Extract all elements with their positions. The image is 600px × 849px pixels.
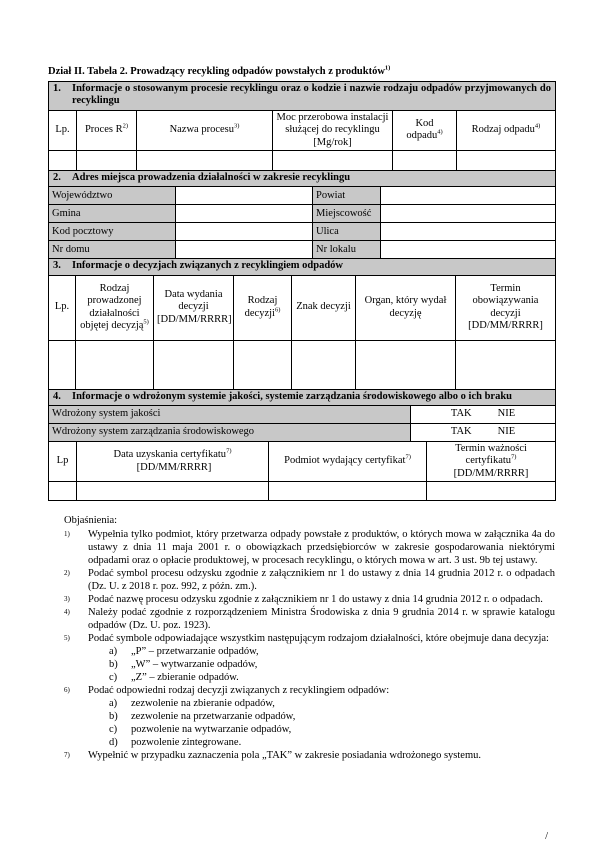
section2-heading: Adres miejsca prowadzenia działalności w zakresie recyklingu	[72, 171, 351, 183]
footnote-ref: 5)	[143, 318, 149, 326]
section1-heading: Informacje o stosowanym procesie recyklingu oraz o kodzie i nazwie rodzaju odpadów przyjmowanych do recyklingu	[72, 83, 551, 107]
input-cell-rodzaj-decyzji[interactable]	[234, 340, 292, 389]
input-cell-nr-lokalu[interactable]	[381, 241, 556, 259]
system-srodowiskowy-options-flex	[414, 426, 552, 438]
footnote-4	[64, 606, 555, 632]
input-cell-data-uzyskania[interactable]	[77, 482, 269, 501]
footnote-1-text: Wypełnia tylko podmiot, który przetwarza odpady powstałe z produktów, o których mowa w załącznika 4a do ustawy z dnia 11 maja 2001 r. o obowiązkach przedsiębiorców w zakresie gospodarowania niektórymi odpadami oraz o opłacie produktowej, w procesach recyklingu, o których mowa w art. 3 ust. 9b tej ustawy.	[88, 529, 555, 567]
tak-option-srodowiskowy[interactable]: TAK	[450, 426, 472, 438]
col-header-termin-waznosci-format: [DD/MM/RRRR]	[453, 467, 529, 479]
input-cell-kod-pocztowy[interactable]	[176, 223, 313, 241]
input-cell-ulica[interactable]	[381, 223, 556, 241]
section2-number: 2.	[53, 171, 61, 183]
footnote-2-text: Podać symbol procesu odzysku zgodnie z załącznikiem nr 1 do ustawy z dnia 14 grudnia 2012 r. o odpadach (Dz. U. z 2018 r. poz. 992, z późn. zm.).	[88, 568, 555, 593]
footnote-6-sub-b	[88, 710, 555, 723]
footnote-5-sub-a-text: „P” – przetwarzanie odpadów,	[131, 646, 259, 658]
footnote-7-text: Wypełnić w przypadku zaznaczenia pola „TAK” w zakresie posiadania wdrożonego systemu.	[88, 750, 481, 762]
footnote-5-sub-c-text: „Z” – zbieranie odpadów.	[131, 672, 239, 684]
footnote-ref: 7)	[226, 447, 232, 455]
field-label-nr-lokalu: Nr lokalu	[313, 241, 381, 259]
footnote-2-marker: 2)	[64, 569, 70, 578]
footnote-ref: 7)	[405, 453, 411, 461]
section4-header-flex	[53, 391, 551, 403]
footnote-3-marker: 3)	[64, 595, 70, 604]
footnote-6-sub-a	[88, 697, 555, 710]
footnote-6-sub-a-letter: a)	[109, 698, 118, 710]
footnote-6-sub-c-text: pozwolenie na wytwarzanie odpadów,	[131, 724, 292, 736]
section2-header-flex	[53, 172, 551, 184]
section4-number: 4.	[53, 390, 61, 402]
col-header-rodzaj-odpadu	[457, 110, 556, 150]
footnote-5-text: Podać symbole odpowiadające wszystkim następującym rodzajom działalności, które obejmuje dana decyzja:	[88, 633, 549, 645]
footnotes-heading: Objaśnienia:	[64, 515, 118, 527]
col-header-termin-waznosci-line1	[430, 443, 552, 468]
section3-number: 3.	[53, 260, 61, 272]
col-header-lp-decyzje: Lp.	[49, 275, 76, 340]
col-header-kod-odpadu-label: Kod odpadu	[406, 117, 438, 142]
input-cell-proces-r[interactable]	[77, 150, 137, 170]
field-label-powiat: Powiat	[313, 187, 381, 205]
col-header-rodzaj-decyzji-label: Rodzaj decyzji	[244, 295, 278, 319]
footnote-6-sub-a-text: zezwolenie na zbieranie odpadów,	[131, 698, 275, 710]
footnote-4-marker: 4)	[64, 608, 70, 617]
footnote-3	[64, 593, 555, 606]
footnote-6-sub-d-letter: d)	[109, 737, 118, 749]
certificate-table	[48, 441, 556, 501]
section4-heading: Informacje o wdrożonym systemie jakości, systemie zarządzania środowiskowego albo o ich braku	[72, 390, 513, 402]
col-header-nazwa-procesu-label: Nazwa procesu	[169, 124, 234, 136]
footnote-7-marker: 7)	[64, 751, 70, 760]
col-header-termin-waznosci-label: Termin ważności certyfikatu	[455, 443, 527, 467]
page-number: /	[545, 831, 548, 842]
input-cell-miejscowosc[interactable]	[381, 205, 556, 223]
nie-option-jakosc[interactable]: NIE	[497, 408, 516, 420]
footnote-5-sub-c-letter: c)	[109, 672, 118, 684]
section3-header-flex	[53, 260, 551, 272]
col-header-podmiot-wydajacy	[269, 442, 427, 482]
tak-option-jakosc[interactable]: TAK	[450, 408, 472, 420]
footnote-6-sub-c	[88, 723, 555, 736]
system-jakosci-options-flex	[414, 408, 552, 420]
section2-table	[48, 170, 556, 259]
col-header-moc-line1: Moc przerobowa instalacji	[276, 111, 389, 123]
col-header-moc-line2: służącej do recyklingu [Mg/rok]	[285, 124, 380, 148]
col-header-data-uzyskania	[77, 442, 269, 482]
footnote-5-sub-c	[88, 671, 555, 684]
section3-header	[49, 259, 556, 275]
footnotes-section	[48, 514, 555, 762]
footnote-6-text: Podać odpowiedni rodzaj decyzji związanych z recyklingiem odpadów:	[88, 685, 390, 697]
col-header-termin-waznosci	[427, 442, 556, 482]
col-header-termin-obowiazywania	[456, 275, 556, 340]
col-header-rodzaj-odpadu-label: Rodzaj odpadu	[471, 124, 535, 136]
input-cell-rodzaj-dzialalnosci[interactable]	[76, 340, 154, 389]
field-label-gmina: Gmina	[49, 205, 176, 223]
document-title	[48, 66, 555, 77]
footnote-6-sub-c-letter: c)	[109, 724, 118, 736]
col-header-lp-certyfikat: Lp	[49, 442, 77, 482]
footnote-ref: 4)	[534, 122, 541, 130]
col-header-kod-odpadu	[393, 110, 457, 150]
input-cell-rodzaj-odpadu[interactable]	[457, 150, 556, 170]
footnote-ref: 3)	[234, 122, 240, 130]
col-header-rodzaj-decyzji	[234, 275, 292, 340]
footnote-7	[64, 749, 555, 762]
field-label-nr-domu: Nr domu	[49, 241, 176, 259]
footnote-3-text: Podać nazwę procesu odzysku zgodnie z załącznikiem nr 1 do ustawy z dnia 14 grudnia 2012 r. o odpadach.	[88, 594, 543, 606]
col-header-proces-r	[77, 110, 137, 150]
section3-table	[48, 258, 556, 389]
footnote-6-marker: 6)	[64, 686, 70, 695]
col-header-data-wydania	[154, 275, 234, 340]
input-cell-nazwa-procesu[interactable]	[137, 150, 273, 170]
footnote-ref: 6)	[274, 306, 281, 314]
col-header-moc-przerobowa	[273, 110, 393, 150]
form-content	[48, 66, 555, 762]
footnote-2	[64, 567, 555, 593]
input-cell-gmina[interactable]	[176, 205, 313, 223]
input-cell-kod-odpadu[interactable]	[393, 150, 457, 170]
input-cell-podmiot-wydajacy[interactable]	[269, 482, 427, 501]
section1-number: 1.	[53, 83, 61, 94]
col-header-rodzaj-dzialalnosci-label: Rodzaj prowadzonej działalności objętej decyzją	[80, 282, 144, 331]
section1-header-flex	[53, 83, 551, 108]
footnote-5-body	[88, 632, 555, 684]
field-label-ulica: Ulica	[313, 223, 381, 241]
input-cell-lp[interactable]	[49, 150, 77, 170]
col-header-data-wydania-line2: [DD/MM/RRRR]	[157, 313, 232, 325]
col-header-nazwa-procesu	[137, 110, 273, 150]
footnote-5-sub-b-text: „W” – wytwarzanie odpadów,	[131, 659, 258, 671]
footnote-6-sub-d	[88, 736, 555, 749]
document-title-text: Dział II. Tabela 2. Prowadzący recykling odpadów powstałych z produktów	[48, 66, 385, 77]
footnote-5-sub-a	[88, 645, 555, 658]
col-header-data-uzyskania-label: Data uzyskania certyfikatu	[113, 449, 227, 461]
col-header-znak-decyzji: Znak decyzji	[292, 275, 356, 340]
col-header-rodzaj-dzialalnosci	[76, 275, 154, 340]
field-label-miejscowosc: Miejscowość	[313, 205, 381, 223]
footnote-5	[64, 632, 555, 684]
footnote-6-sub-d-text: pozwolenie zintegrowane.	[131, 737, 242, 749]
input-cell-znak-decyzji[interactable]	[292, 340, 356, 389]
footnote-ref: 4)	[437, 128, 443, 136]
footnote-1-marker: 1)	[64, 530, 70, 539]
input-cell-wojewodztwo[interactable]	[176, 187, 313, 205]
nie-option-srodowiskowy[interactable]: NIE	[497, 426, 516, 438]
section1-header	[49, 82, 556, 111]
field-label-system-srodowiskowy: Wdrożony system zarządzania środowiskowego	[49, 424, 411, 442]
input-cell-nr-domu[interactable]	[176, 241, 313, 259]
system-srodowiskowy-options	[411, 424, 556, 442]
footnote-4-text: Należy podać zgodnie z rozporządzeniem Ministra Środowiska z dnia 9 grudnia 2014 r. w sprawie katalogu odpadów (Dz. U. poz. 1923).	[88, 607, 555, 632]
col-header-podmiot-wydajacy-label: Podmiot wydający certyfikat	[284, 455, 406, 467]
footnote-5-marker: 5)	[64, 634, 70, 643]
section1-table	[48, 81, 556, 171]
footnote-6	[64, 684, 555, 749]
footnote-6-sub-b-text: zezwolenie na przetwarzanie odpadów,	[131, 711, 296, 723]
col-header-organ: Organ, który wydał decyzję	[356, 275, 456, 340]
input-cell-moc-przerobowa[interactable]	[273, 150, 393, 170]
input-cell-organ[interactable]	[356, 340, 456, 389]
input-cell-data-wydania[interactable]	[154, 340, 234, 389]
input-cell-termin-waznosci[interactable]	[427, 482, 556, 501]
footnote-ref: 1)	[384, 64, 391, 72]
footnote-ref: 7)	[511, 453, 517, 461]
field-label-kod-pocztowy: Kod pocztowy	[49, 223, 176, 241]
footnote-6-sub-b-letter: b)	[109, 711, 118, 723]
section2-header	[49, 170, 556, 186]
footnote-5-sub-b-letter: b)	[109, 659, 118, 671]
col-header-data-wydania-line1: Data wydania decyzji	[164, 289, 223, 313]
col-header-data-uzyskania-format: [DD/MM/RRRR]	[136, 461, 212, 473]
footnote-5-sub-a-letter: a)	[109, 646, 118, 658]
input-cell-lp-certyfikat[interactable]	[49, 482, 77, 501]
footnote-6-body	[88, 684, 555, 749]
col-header-proces-r-label: Proces R	[84, 124, 123, 136]
field-label-system-jakosci: Wdrożony system jakości	[49, 406, 411, 424]
col-header-termin-line2: [DD/MM/RRRR]	[468, 320, 543, 331]
section4-header	[49, 389, 556, 405]
field-label-wojewodztwo: Województwo	[49, 187, 176, 205]
input-cell-termin-obowiazywania[interactable]	[456, 340, 556, 389]
col-header-lp: Lp.	[49, 110, 77, 150]
col-header-termin-line1: Termin obowiązywania decyzji	[472, 282, 539, 319]
input-cell-powiat[interactable]	[381, 187, 556, 205]
footnote-5-sub-b	[88, 658, 555, 671]
section4-table	[48, 389, 556, 442]
input-cell-lp-decyzje[interactable]	[49, 340, 76, 389]
footnote-ref: 2)	[122, 122, 129, 130]
system-jakosci-options	[411, 406, 556, 424]
footnote-1	[64, 528, 555, 567]
section3-heading: Informacje o decyzjach związanych z recyklingiem odpadów	[72, 260, 344, 272]
